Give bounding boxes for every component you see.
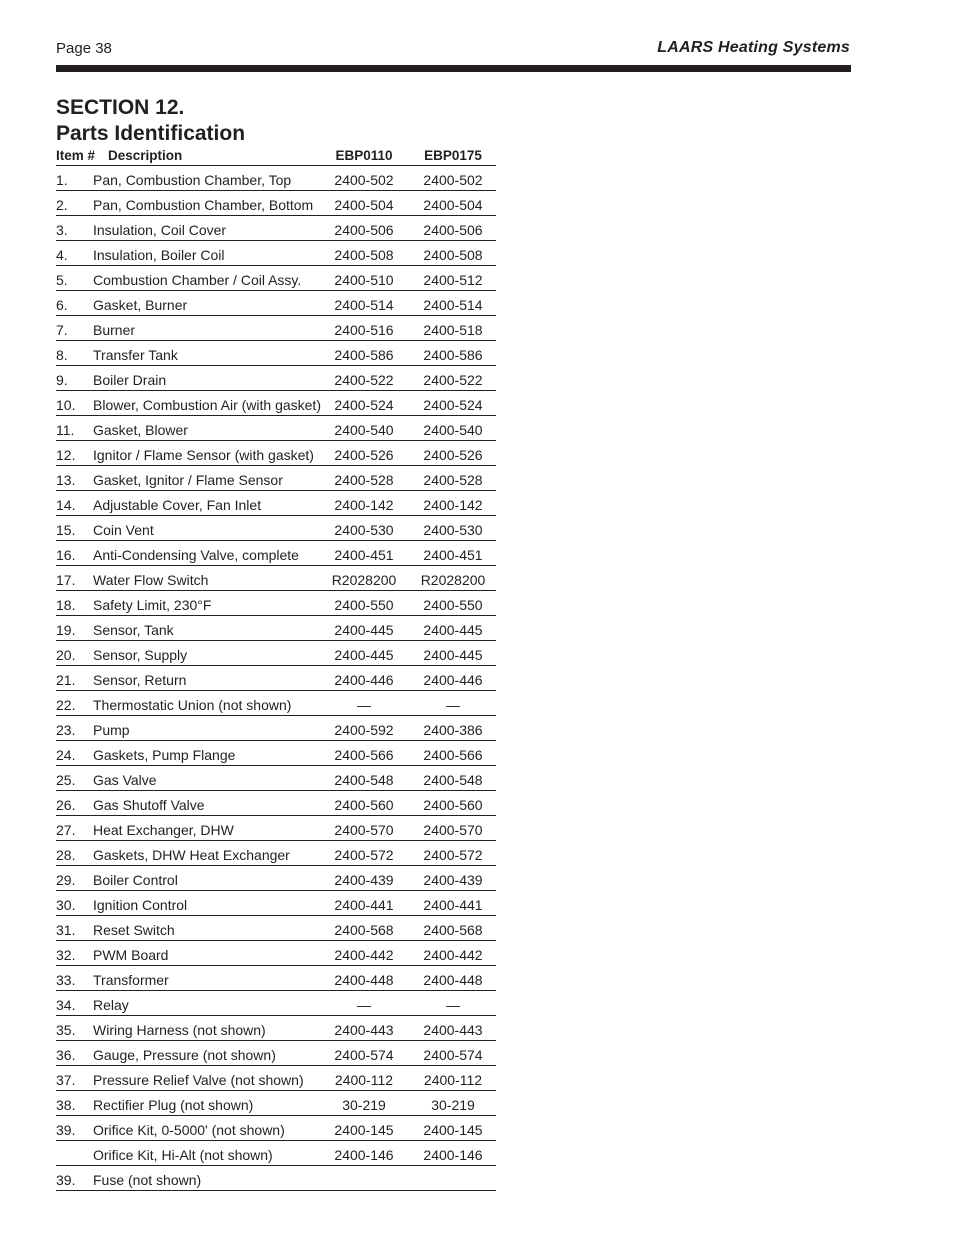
table-row xyxy=(56,466,496,491)
row-description: PWM Board xyxy=(93,947,169,963)
row-part-ebp0175: 2400-146 xyxy=(423,1147,483,1163)
row-description: Gasket, Ignitor / Flame Sensor xyxy=(93,472,283,488)
row-part-ebp0110: 2400-504 xyxy=(334,197,394,213)
row-part-ebp0110: 2400-443 xyxy=(334,1022,394,1038)
column-header-ebp0110: EBP0110 xyxy=(335,148,393,163)
row-item-number: 11. xyxy=(56,422,75,438)
row-item-number: 21. xyxy=(56,672,76,688)
row-item-number: 27. xyxy=(56,822,76,838)
row-description: Burner xyxy=(93,322,136,338)
row-item-number: 38. xyxy=(56,1097,76,1113)
row-item-number: 18. xyxy=(56,597,76,613)
row-part-ebp0175: 2400-570 xyxy=(423,822,483,838)
row-item-number: 23. xyxy=(56,722,76,738)
row-part-ebp0110: 2400-574 xyxy=(334,1047,394,1063)
row-part-ebp0175: 2400-504 xyxy=(423,197,483,213)
row-part-ebp0110: 2400-446 xyxy=(334,672,394,688)
row-part-ebp0175: 2400-386 xyxy=(423,722,483,738)
row-description: Reset Switch xyxy=(93,922,175,938)
row-description: Pump xyxy=(93,722,130,738)
table-row xyxy=(56,516,496,541)
row-item-number: 39. xyxy=(56,1122,76,1138)
row-item-number: 30. xyxy=(56,897,76,913)
row-part-ebp0175: — xyxy=(446,697,460,713)
section-heading: Parts Identification xyxy=(56,122,246,145)
row-description: Fuse (not shown) xyxy=(93,1172,202,1188)
row-part-ebp0110: 2400-586 xyxy=(334,347,394,363)
row-part-ebp0175: 2400-524 xyxy=(423,397,483,413)
row-part-ebp0175: 2400-518 xyxy=(423,322,483,338)
table-row xyxy=(56,366,496,391)
row-item-number: 5. xyxy=(56,272,68,288)
row-part-ebp0175: 2400-528 xyxy=(423,472,483,488)
table-row xyxy=(56,416,496,441)
row-description: Water Flow Switch xyxy=(93,572,209,588)
row-item-number: 8. xyxy=(56,347,68,363)
row-part-ebp0110: 2400-145 xyxy=(334,1122,394,1138)
table-row xyxy=(56,216,496,241)
column-header-ebp0175: EBP0175 xyxy=(424,148,482,163)
parts-table xyxy=(56,147,496,1191)
page-number: Page 38 xyxy=(56,40,112,57)
row-part-ebp0110: 2400-502 xyxy=(334,172,394,188)
row-item-number: 33. xyxy=(56,972,76,988)
table-row xyxy=(56,391,496,416)
row-item-number: 19. xyxy=(56,622,76,638)
row-description: Relay xyxy=(93,997,129,1013)
row-part-ebp0110: — xyxy=(357,697,371,713)
row-description: Sensor, Tank xyxy=(93,622,174,638)
table-row xyxy=(56,1016,496,1041)
row-part-ebp0175: 2400-445 xyxy=(423,647,483,663)
table-row xyxy=(56,716,496,741)
row-description: Pressure Relief Valve (not shown) xyxy=(93,1072,304,1088)
row-description: Sensor, Return xyxy=(93,672,187,688)
row-part-ebp0175: 2400-586 xyxy=(423,347,483,363)
header-rule xyxy=(56,65,851,72)
row-part-ebp0175: 2400-526 xyxy=(423,447,483,463)
row-description: Safety Limit, 230°F xyxy=(93,597,212,613)
row-description: Rectifier Plug (not shown) xyxy=(93,1097,254,1113)
row-part-ebp0175: 2400-441 xyxy=(423,897,483,913)
row-item-number: 31. xyxy=(56,922,76,938)
row-part-ebp0110: 2400-112 xyxy=(334,1072,394,1088)
row-item-number: 37. xyxy=(56,1072,76,1088)
row-description: Transfer Tank xyxy=(93,347,178,363)
row-item-number: 25. xyxy=(56,772,76,788)
row-part-ebp0110: 2400-524 xyxy=(334,397,394,413)
table-row xyxy=(56,966,496,991)
table-row xyxy=(56,491,496,516)
section-title xyxy=(56,95,245,147)
row-item-number: 36. xyxy=(56,1047,76,1063)
row-part-ebp0175: — xyxy=(446,997,460,1013)
row-part-ebp0175: R2028200 xyxy=(420,572,486,588)
row-description: Coin Vent xyxy=(93,522,154,538)
row-part-ebp0110: 2400-506 xyxy=(334,222,394,238)
row-part-ebp0175: 2400-502 xyxy=(423,172,483,188)
row-item-number: 16. xyxy=(56,547,76,563)
row-part-ebp0110: 2400-445 xyxy=(334,647,394,663)
brand-name: LAARS Heating Systems xyxy=(657,39,850,56)
row-part-ebp0175: 2400-548 xyxy=(423,772,483,788)
row-part-ebp0175: 2400-443 xyxy=(423,1022,483,1038)
table-row xyxy=(56,1041,496,1066)
row-item-number: 9. xyxy=(56,372,68,388)
row-part-ebp0175: 2400-568 xyxy=(423,922,483,938)
row-description: Pan, Combustion Chamber, Top xyxy=(93,172,292,188)
row-part-ebp0110: 2400-522 xyxy=(334,372,394,388)
row-part-ebp0110: 2400-528 xyxy=(334,472,394,488)
row-description: Gas Valve xyxy=(93,772,157,788)
row-item-number: 24. xyxy=(56,747,76,763)
row-item-number: 10. xyxy=(56,397,76,413)
table-row xyxy=(56,1116,496,1141)
row-description: Gaskets, DHW Heat Exchanger xyxy=(93,847,290,863)
row-item-number: 28. xyxy=(56,847,76,863)
row-description: Orifice Kit, 0-5000' (not shown) xyxy=(93,1122,285,1138)
row-part-ebp0110: 2400-439 xyxy=(334,872,394,888)
row-part-ebp0175: 2400-112 xyxy=(423,1072,483,1088)
row-description: Gasket, Burner xyxy=(93,297,188,313)
row-part-ebp0175: 2400-446 xyxy=(423,672,483,688)
row-part-ebp0110: 2400-516 xyxy=(334,322,394,338)
row-item-number: 34. xyxy=(56,997,76,1013)
table-row xyxy=(56,541,496,566)
row-description: Adjustable Cover, Fan Inlet xyxy=(93,497,262,513)
row-part-ebp0175: 2400-439 xyxy=(423,872,483,888)
row-part-ebp0110: 2400-530 xyxy=(334,522,394,538)
row-part-ebp0175: 2400-522 xyxy=(423,372,483,388)
table-row xyxy=(56,741,496,766)
row-part-ebp0110: 2400-510 xyxy=(334,272,394,288)
table-row xyxy=(56,191,496,216)
row-description: Heat Exchanger, DHW xyxy=(93,822,234,838)
row-part-ebp0110: 2400-560 xyxy=(334,797,394,813)
row-part-ebp0110: 2400-442 xyxy=(334,947,394,963)
row-description: Combustion Chamber / Coil Assy. xyxy=(93,272,302,288)
row-part-ebp0110: 2400-548 xyxy=(334,772,394,788)
row-part-ebp0175: 2400-451 xyxy=(423,547,483,563)
table-row xyxy=(56,891,496,916)
table-row xyxy=(56,691,496,716)
table-row xyxy=(56,816,496,841)
table-row xyxy=(56,1141,496,1166)
table-row xyxy=(56,916,496,941)
row-description: Transformer xyxy=(93,972,169,988)
row-part-ebp0175: 2400-572 xyxy=(423,847,483,863)
row-part-ebp0110: 2400-508 xyxy=(334,247,394,263)
row-description: Sensor, Supply xyxy=(93,647,188,663)
row-part-ebp0110: 2400-570 xyxy=(334,822,394,838)
row-item-number: 13. xyxy=(56,472,76,488)
row-part-ebp0110: 2400-146 xyxy=(334,1147,394,1163)
row-description: Boiler Drain xyxy=(93,372,167,388)
row-part-ebp0110: 2400-566 xyxy=(334,747,394,763)
row-part-ebp0110: 2400-572 xyxy=(334,847,394,863)
table-row xyxy=(56,666,496,691)
column-header-item: Item # xyxy=(56,148,96,163)
table-row xyxy=(56,641,496,666)
row-part-ebp0175: 2400-142 xyxy=(423,497,483,513)
row-item-number: 35. xyxy=(56,1022,76,1038)
row-description: Anti-Condensing Valve, complete xyxy=(93,547,299,563)
row-part-ebp0175: 2400-566 xyxy=(423,747,483,763)
row-item-number: 32. xyxy=(56,947,76,963)
row-item-number: 26. xyxy=(56,797,76,813)
row-part-ebp0175: 2400-512 xyxy=(423,272,483,288)
table-row xyxy=(56,791,496,816)
row-item-number: 15. xyxy=(56,522,76,538)
row-part-ebp0110: 2400-441 xyxy=(334,897,394,913)
row-part-ebp0110: 2400-448 xyxy=(334,972,394,988)
row-description: Boiler Control xyxy=(93,872,178,888)
table-row xyxy=(56,991,496,1016)
row-part-ebp0175: 2400-574 xyxy=(423,1047,483,1063)
row-description: Insulation, Boiler Coil xyxy=(93,247,225,263)
table-row xyxy=(56,941,496,966)
row-part-ebp0175: 2400-540 xyxy=(423,422,483,438)
row-part-ebp0175: 2400-550 xyxy=(423,597,483,613)
table-row xyxy=(56,866,496,891)
section-number: SECTION 12. xyxy=(56,96,185,119)
row-item-number: 2. xyxy=(56,197,68,213)
table-row xyxy=(56,441,496,466)
row-part-ebp0110: — xyxy=(357,997,371,1013)
row-item-number: 3. xyxy=(56,222,68,238)
row-item-number: 6. xyxy=(56,297,68,313)
row-item-number: 12. xyxy=(56,447,76,463)
row-part-ebp0175: 2400-506 xyxy=(423,222,483,238)
row-item-number: 20. xyxy=(56,647,76,663)
table-row xyxy=(56,241,496,266)
row-item-number: 17. xyxy=(56,572,76,588)
row-part-ebp0175: 30-219 xyxy=(431,1097,475,1113)
row-part-ebp0175: 2400-145 xyxy=(423,1122,483,1138)
row-item-number: 22. xyxy=(56,697,76,713)
row-part-ebp0175: 2400-560 xyxy=(423,797,483,813)
row-part-ebp0175: 2400-530 xyxy=(423,522,483,538)
table-row xyxy=(56,1091,496,1116)
row-description: Blower, Combustion Air (with gasket) xyxy=(93,397,321,413)
row-description: Thermostatic Union (not shown) xyxy=(93,697,292,713)
row-item-number: 4. xyxy=(56,247,68,263)
row-part-ebp0110: 30-219 xyxy=(342,1097,386,1113)
table-row xyxy=(56,591,496,616)
table-body xyxy=(56,166,496,1191)
row-description: Ignition Control xyxy=(93,897,188,913)
row-part-ebp0175: 2400-442 xyxy=(423,947,483,963)
row-item-number: 7. xyxy=(56,322,68,338)
row-description: Orifice Kit, Hi-Alt (not shown) xyxy=(93,1147,273,1163)
table-row xyxy=(56,341,496,366)
row-part-ebp0175: 2400-514 xyxy=(423,297,483,313)
row-description: Pan, Combustion Chamber, Bottom xyxy=(93,197,314,213)
table-row xyxy=(56,1166,496,1191)
table-header xyxy=(56,147,496,166)
row-part-ebp0110: R2028200 xyxy=(331,572,397,588)
row-part-ebp0175: 2400-508 xyxy=(423,247,483,263)
table-row xyxy=(56,841,496,866)
row-item-number: 14. xyxy=(56,497,76,513)
row-item-number: 39. xyxy=(56,1172,76,1188)
table-row xyxy=(56,166,496,191)
row-item-number: 1. xyxy=(56,172,68,188)
table-row xyxy=(56,616,496,641)
row-description: Insulation, Coil Cover xyxy=(93,222,227,238)
row-part-ebp0175: 2400-445 xyxy=(423,622,483,638)
row-description: Ignitor / Flame Sensor (with gasket) xyxy=(93,447,314,463)
row-description: Gasket, Blower xyxy=(93,422,188,438)
table-row xyxy=(56,766,496,791)
row-part-ebp0110: 2400-451 xyxy=(334,547,394,563)
row-part-ebp0110: 2400-568 xyxy=(334,922,394,938)
row-description: Gauge, Pressure (not shown) xyxy=(93,1047,276,1063)
row-part-ebp0110: 2400-540 xyxy=(334,422,394,438)
table-row xyxy=(56,266,496,291)
row-description: Gas Shutoff Valve xyxy=(93,797,205,813)
row-part-ebp0110: 2400-526 xyxy=(334,447,394,463)
row-description: Wiring Harness (not shown) xyxy=(93,1022,266,1038)
row-part-ebp0110: 2400-514 xyxy=(334,297,394,313)
table-row xyxy=(56,566,496,591)
column-header-description: Description xyxy=(108,148,183,163)
table-row xyxy=(56,291,496,316)
row-part-ebp0110: 2400-142 xyxy=(334,497,394,513)
row-item-number: 29. xyxy=(56,872,76,888)
row-part-ebp0175: 2400-448 xyxy=(423,972,483,988)
table-row xyxy=(56,316,496,341)
table-row xyxy=(56,1066,496,1091)
row-part-ebp0110: 2400-592 xyxy=(334,722,394,738)
row-part-ebp0110: 2400-445 xyxy=(334,622,394,638)
row-description: Gaskets, Pump Flange xyxy=(93,747,236,763)
row-part-ebp0110: 2400-550 xyxy=(334,597,394,613)
